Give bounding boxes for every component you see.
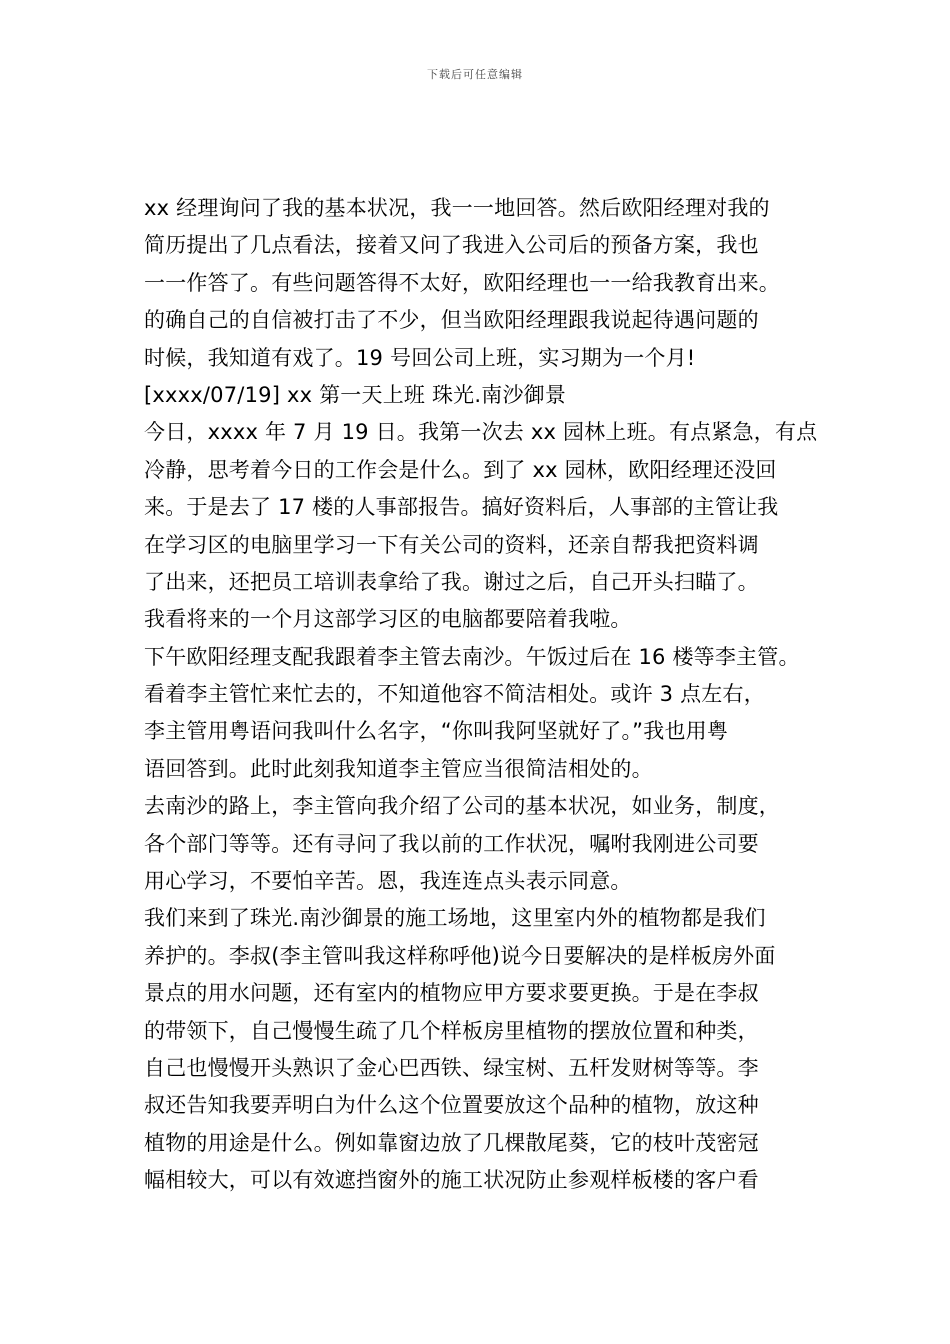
text-line: 用心学习，不要怕辛苦。恩，我连连点头表示同意。 xyxy=(144,869,632,894)
text-line: 我看将来的一个月这部学习区的电脑都要陪着我啦。 xyxy=(144,607,632,632)
text-line: 简历提出了几点看法，接着又问了我进入公司后的预备方案，我也 xyxy=(144,233,759,258)
text-line: 下午欧阳经理支配我跟着李主管去南沙。午饭过后在 16 楼等李主管。 xyxy=(144,644,800,669)
document-body xyxy=(144,190,824,1200)
text-line: 去南沙的路上，李主管向我介绍了公司的基本状况，如业务，制度， xyxy=(144,794,780,819)
text-line: 各个部门等等。还有寻问了我以前的工作状况，嘱咐我刚进公司要 xyxy=(144,831,759,856)
text-line: 来。于是去了 17 楼的人事部报告。搞好资料后，人事部的主管让我 xyxy=(144,495,779,520)
text-line: 一一作答了。有些问题答得不太好，欧阳经理也一一给我教育出来。 xyxy=(144,270,780,295)
text-line: 了出来，还把员工培训表拿给了我。谢过之后，自己开头扫瞄了。 xyxy=(144,569,759,594)
text-line: xx 经理询问了我的基本状况，我一一地回答。然后欧阳经理对我的 xyxy=(144,196,770,220)
text-line: 幅相较大，可以有效遮挡窗外的施工状况防止参观样板楼的客户看 xyxy=(144,1168,759,1193)
text-line: 今日，xxxx 年 7 月 19 日。我第一次去 xx 园林上班。有点紧急，有点 xyxy=(144,420,818,445)
text-line: 叔还告知我要弄明白为什么这个位置要放这个品种的植物，放这种 xyxy=(144,1093,759,1118)
text-line: 景点的用水问题，还有室内的植物应甲方要求要更换。于是在李叔 xyxy=(144,981,759,1006)
text-line: 李主管用粤语问我叫什么名字，“你叫我阿坚就好了。”我也用粤 xyxy=(144,719,729,744)
text-line: 养护的。李叔(李主管叫我这样称呼他)说今日要解决的是样板房外面 xyxy=(144,943,776,968)
page-header: 下载后可任意编辑 xyxy=(427,68,523,81)
text-line: 时候，我知道有戏了。19 号回公司上班，实习期为一个月! xyxy=(144,345,696,370)
text-line: 的带领下，自己慢慢生疏了几个样板房里植物的摆放位置和种类， xyxy=(144,1018,759,1043)
text-line: 植物的用途是什么。例如靠窗边放了几棵散尾葵，它的枝叶茂密冠 xyxy=(144,1130,759,1155)
text-line: 语回答到。此时此刻我知道李主管应当很简洁相处的。 xyxy=(144,756,653,781)
text-line: 冷静，思考着今日的工作会是什么。到了 xx 园林，欧阳经理还没回 xyxy=(144,457,777,482)
text-line: 看着李主管忙来忙去的，不知道他容不简洁相处。或许 3 点左右， xyxy=(144,682,765,707)
text-line: 的确自己的自信被打击了不少，但当欧阳经理跟我说起待遇问题的 xyxy=(144,308,759,333)
text-line: 在学习区的电脑里学习一下有关公司的资料，还亲自帮我把资料调 xyxy=(144,532,759,557)
text-line: 自己也慢慢开头熟识了金心巴西铁、绿宝树、五杆发财树等等。李 xyxy=(144,1055,759,1080)
section-heading: [xxxx/07/19] xx 第一天上班 珠光.南沙御景 xyxy=(144,382,567,407)
text-line: 我们来到了珠光.南沙御景的施工场地，这里室内外的植物都是我们 xyxy=(144,906,766,931)
